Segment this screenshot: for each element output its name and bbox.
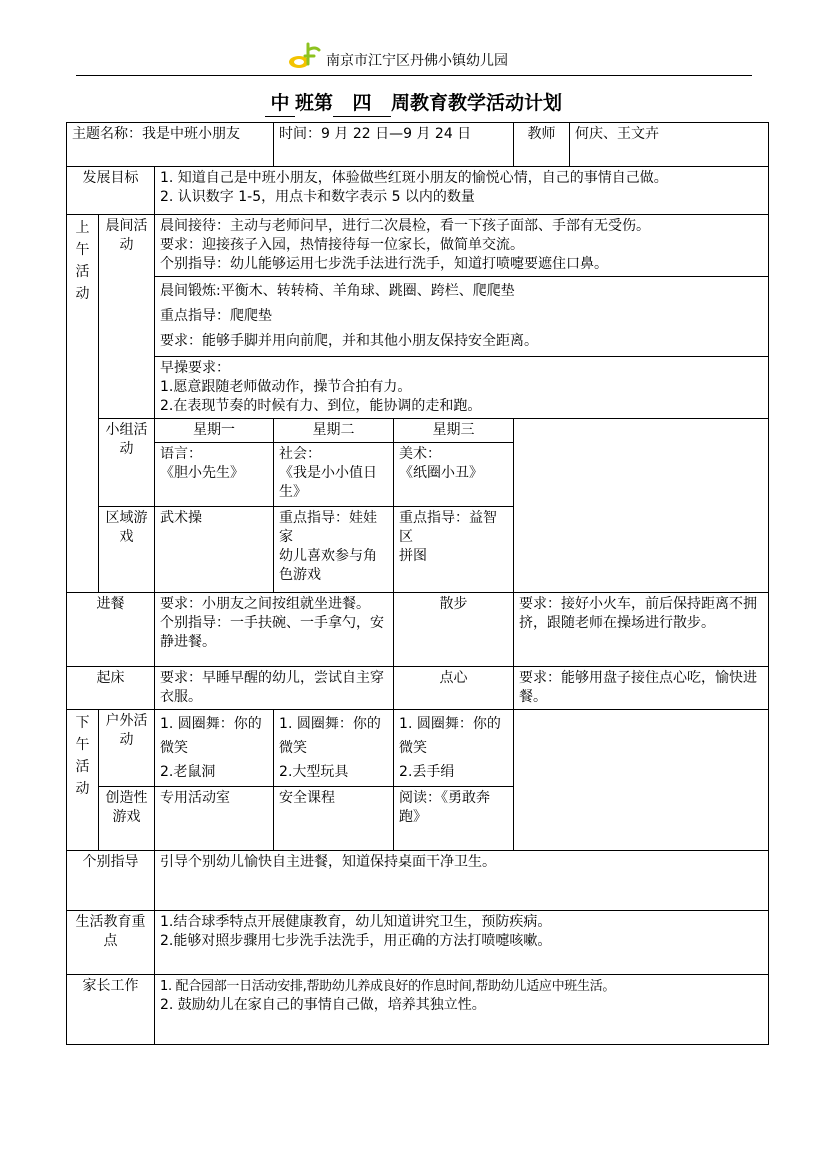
- creative-label: 创造性游戏: [99, 787, 155, 851]
- area-note: 幼儿喜欢参与角色游戏: [279, 548, 378, 583]
- info-row: [67, 123, 769, 167]
- area-wednesday: [394, 507, 514, 593]
- area-focus: 重点指导：益智区: [399, 510, 498, 545]
- weekday-row: [67, 419, 769, 443]
- day-wednesday: 星期三: [394, 419, 514, 443]
- exercise-row: [67, 277, 769, 357]
- creative-wednesday: 阅读：《勇敢奔跑》: [394, 787, 514, 851]
- drill-line: 早操要求：: [160, 360, 230, 376]
- exercise-line: 重点指导：爬爬垫: [160, 308, 272, 324]
- school-name: 南京市江宁区丹佛小镇幼儿园: [326, 53, 508, 69]
- exercise-content: [155, 277, 769, 357]
- area-game-label: 区域游戏: [99, 507, 155, 593]
- individual-content: 引导个别幼儿愉快自主进餐，知道保持桌面干净卫生。: [155, 851, 769, 911]
- group-topic: 《纸圈小丑》: [399, 465, 484, 481]
- school-logo: [288, 40, 322, 72]
- goals-row: [67, 167, 769, 215]
- drill-line: 1.愿意跟随老师做动作，操节合拍有力。: [160, 379, 412, 395]
- group-topic: 《我是小小值日生》: [279, 465, 378, 500]
- drill-row: [67, 357, 769, 419]
- outdoor-label: 户外活动: [99, 710, 155, 787]
- meal-row: [67, 593, 769, 667]
- exercise-line: 晨间锻炼:平衡木、转转椅、羊角球、跳圈、跨栏、爬爬垫: [160, 283, 515, 299]
- life-content: [155, 911, 769, 975]
- life-item: 2.能够对照步骤用七步洗手法洗手，用正确的方法打喷嚏咳嗽。: [160, 933, 552, 949]
- drill-content: [155, 357, 769, 419]
- day-tuesday: 星期二: [274, 419, 394, 443]
- creative-tuesday: 安全课程: [274, 787, 394, 851]
- parents-content: [155, 975, 769, 1045]
- group-subject: 美术：: [399, 446, 442, 462]
- life-row: [67, 911, 769, 975]
- empty-cell: [514, 710, 769, 851]
- parents-item: 2. 鼓励幼儿在家自己的事情自己做，培养其独立性。: [160, 997, 486, 1013]
- title-mid: 班第: [294, 92, 333, 114]
- life-label: 生活教育重 点: [67, 911, 155, 975]
- page-header: [0, 38, 827, 78]
- time-cell: [274, 123, 514, 167]
- snack-content: 要求：能够用盘子接住点心吃，愉快进餐。: [514, 667, 769, 710]
- morning-activity-label: 晨间活动: [99, 215, 155, 419]
- group-subject: 社会：: [279, 446, 322, 462]
- goals-label: 发展目标: [67, 167, 155, 215]
- walk-content: 要求：接好小火车，前后保持距离不拥挤，跟随老师在操场进行散步。: [514, 593, 769, 667]
- outdoor-item: 2.老鼠洞: [160, 764, 216, 780]
- wake-content: 要求：早睡早醒的幼儿，尝试自主穿衣服。: [155, 667, 394, 710]
- group-wednesday: [394, 443, 514, 507]
- reception-line: 要求：迎接孩子入园，热情接待每一位家长，做简单交流。: [160, 237, 524, 253]
- plan-table: [66, 122, 769, 1045]
- title-suffix: 周教育教学活动计划: [391, 92, 563, 114]
- snack-label: 点心: [394, 667, 514, 710]
- group-tuesday: [274, 443, 394, 507]
- area-monday: 武术操: [155, 507, 274, 593]
- afternoon-label: 下午活动: [75, 715, 90, 797]
- group-monday: [155, 443, 274, 507]
- time-text: 时间：9 月 22 日—9 月 24 日: [279, 126, 472, 142]
- walk-label: 散步: [394, 593, 514, 667]
- outdoor-wednesday: [394, 710, 514, 787]
- title-class: 中: [265, 90, 295, 117]
- reception-line: 晨间接待：主动与老师问早，进行二次晨检，看一下孩子面部、手部有无受伤。: [160, 218, 650, 234]
- theme-text: 主题名称：我是中班小朋友: [72, 126, 240, 142]
- empty-cell: [514, 419, 769, 593]
- life-item: 1.结合球季特点开展健康教育，幼儿知道讲究卫生，预防疾病。: [160, 914, 552, 930]
- meal-line: 个别指导：一手扶碗、一手拿勺，安静进餐。: [160, 615, 384, 650]
- outdoor-item: 1. 圆圈舞：你的微笑: [399, 716, 501, 756]
- wake-row: [67, 667, 769, 710]
- outdoor-item: 1. 圆圈舞：你的微笑: [279, 716, 381, 756]
- teacher-label: 教师: [514, 123, 570, 167]
- title-week: 四: [333, 90, 391, 117]
- area-focus: 重点指导：娃娃家: [279, 510, 378, 545]
- meal-line: 要求：小朋友之间按组就坐进餐。: [160, 596, 370, 612]
- outdoor-item: 2.丢手绢: [399, 764, 455, 780]
- drill-line: 2.在表现节奏的时候有力、到位，能协调的走和跑。: [160, 398, 482, 414]
- group-activity-label: 小组活动: [99, 419, 155, 507]
- area-tuesday: [274, 507, 394, 593]
- exercise-line: 要求：能够手脚并用向前爬，并和其他小朋友保持安全距离。: [160, 333, 538, 349]
- outdoor-item: 2.大型玩具: [279, 764, 349, 780]
- group-subject: 语言：: [160, 446, 202, 462]
- page-title: [0, 90, 827, 117]
- teacher-names: 何庆、王文卉: [570, 123, 769, 167]
- outdoor-item: 1. 圆圈舞：你的微笑: [160, 716, 262, 756]
- outdoor-monday: [155, 710, 274, 787]
- outdoor-tuesday: [274, 710, 394, 787]
- parents-item: 1. 配合园部一日活动安排,帮助幼儿养成良好的作息时间,帮助幼儿适应中班生活。: [160, 979, 616, 994]
- theme-cell: [67, 123, 274, 167]
- individual-label: 个别指导: [67, 851, 155, 911]
- group-topic: 《胆小先生》: [160, 465, 244, 481]
- creative-monday: 专用活动室: [155, 787, 274, 851]
- outdoor-row: [67, 710, 769, 787]
- area-note: 拼图: [399, 548, 428, 564]
- day-monday: 星期一: [155, 419, 274, 443]
- parents-row: [67, 975, 769, 1045]
- reception-row: [67, 215, 769, 277]
- goals-content: [155, 167, 769, 215]
- morning-label: 上午活动: [75, 220, 90, 302]
- meal-label: 进餐: [67, 593, 155, 667]
- afternoon-section-label: [67, 710, 99, 851]
- header-divider: [76, 75, 752, 76]
- reception-content: [155, 215, 769, 277]
- individual-row: [67, 851, 769, 911]
- goal-item: 2. 认识数字 1-5，用点卡和数字表示 5 以内的数量: [160, 189, 475, 205]
- parents-label: 家长工作: [67, 975, 155, 1045]
- meal-content: [155, 593, 394, 667]
- morning-section-label: [67, 215, 99, 593]
- reception-line: 个别指导：幼儿能够运用七步洗手法进行洗手，知道打喷嚏要遮住口鼻。: [160, 256, 608, 272]
- goal-item: 1. 知道自己是中班小朋友，体验做些红斑小朋友的愉悦心情，自己的事情自己做。: [160, 170, 668, 186]
- wake-label: 起床: [67, 667, 155, 710]
